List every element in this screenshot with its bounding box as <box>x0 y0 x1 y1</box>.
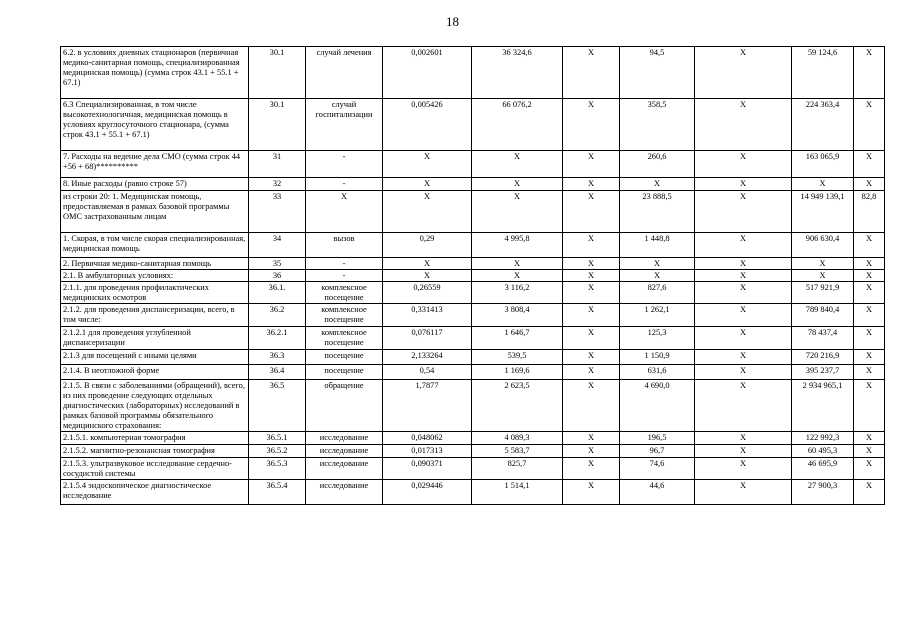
table-cell: 827,6 <box>620 282 695 304</box>
table-cell: 539,5 <box>472 350 563 365</box>
row-label-cell: 2.1.5.3. ультразвуковое исследование сердечно-сосудистой системы <box>61 458 249 480</box>
row-label-cell: 2.1.5.4 эндоскопическое диагностическое исследование <box>61 480 249 505</box>
table-cell: Х <box>792 270 854 282</box>
table-row <box>61 350 885 365</box>
table-cell: 4 089,3 <box>472 432 563 445</box>
table-cell: 3 116,2 <box>472 282 563 304</box>
table-cell: Х <box>695 258 792 270</box>
table-cell: Х <box>563 327 620 350</box>
table-cell: Х <box>563 191 620 233</box>
table-cell: 163 065,9 <box>792 151 854 178</box>
table-row <box>61 151 885 178</box>
table-cell: Х <box>695 191 792 233</box>
table-cell: Х <box>620 258 695 270</box>
table-cell: 0,54 <box>383 365 472 380</box>
table-cell: Х <box>620 270 695 282</box>
table-cell: 36.2 <box>249 304 306 327</box>
table-cell: 2,133264 <box>383 350 472 365</box>
table-cell: Х <box>695 151 792 178</box>
table-cell: Х <box>695 99 792 151</box>
table-cell: Х <box>472 270 563 282</box>
table-cell: Х <box>383 270 472 282</box>
table-cell: Х <box>695 365 792 380</box>
table-cell: Х <box>695 445 792 458</box>
table-cell: 825,7 <box>472 458 563 480</box>
table-cell: 96,7 <box>620 445 695 458</box>
row-label-cell: 2.1.1. для проведения профилактических медицинских осмотров <box>61 282 249 304</box>
table-row <box>61 365 885 380</box>
table-cell: 23 888,5 <box>620 191 695 233</box>
table-cell: 789 840,4 <box>792 304 854 327</box>
table-cell: Х <box>472 191 563 233</box>
table-cell: 0,090371 <box>383 458 472 480</box>
table-cell: 14 949 139,1 <box>792 191 854 233</box>
table-cell: 30.1 <box>249 99 306 151</box>
table-row <box>61 458 885 480</box>
table-cell: 1 646,7 <box>472 327 563 350</box>
table-body <box>61 47 885 505</box>
table-cell: Х <box>563 178 620 191</box>
table-cell: комплексное посещение <box>306 282 383 304</box>
table-row <box>61 178 885 191</box>
row-label-cell: 2.1.5. В связи с заболеваниями (обращений), всего, из них проведение следующих отдельных диагностических (лабораторных) исследований в рамках базовой программы обязательного медицинского страхования: <box>61 380 249 432</box>
table-row <box>61 327 885 350</box>
table-cell: Х <box>854 380 885 432</box>
table-cell: Х <box>563 432 620 445</box>
table-cell: 125,3 <box>620 327 695 350</box>
table-cell: 36.5.1 <box>249 432 306 445</box>
table-cell: Х <box>854 350 885 365</box>
row-label-cell: 1. Скорая, в том числе скорая специализированная, медицинская помощь <box>61 233 249 258</box>
table-cell: Х <box>695 270 792 282</box>
table-cell: случай госпитализации <box>306 99 383 151</box>
table-cell: 36 <box>249 270 306 282</box>
table-cell: исследование <box>306 480 383 505</box>
table-cell: Х <box>854 432 885 445</box>
table-cell: 122 992,3 <box>792 432 854 445</box>
table-cell: Х <box>854 47 885 99</box>
table-row <box>61 258 885 270</box>
table-cell: 0,002601 <box>383 47 472 99</box>
table-cell: Х <box>563 233 620 258</box>
table-cell: 720 216,9 <box>792 350 854 365</box>
table-cell: Х <box>563 47 620 99</box>
table-row <box>61 233 885 258</box>
table-row <box>61 480 885 505</box>
table-cell: Х <box>695 304 792 327</box>
table-cell: Х <box>563 480 620 505</box>
table-cell: 59 124,6 <box>792 47 854 99</box>
table-cell: 0,029446 <box>383 480 472 505</box>
financing-table <box>60 46 885 505</box>
table-cell: Х <box>854 365 885 380</box>
table-cell: 0,048062 <box>383 432 472 445</box>
table-cell: 395 237,7 <box>792 365 854 380</box>
table-cell: Х <box>854 480 885 505</box>
table-cell: 46 695,9 <box>792 458 854 480</box>
table-cell: Х <box>695 178 792 191</box>
table-row <box>61 380 885 432</box>
table-cell: Х <box>854 304 885 327</box>
table-cell: Х <box>792 258 854 270</box>
table-cell: 66 076,2 <box>472 99 563 151</box>
table-row <box>61 47 885 99</box>
row-label-cell: 2.1.5.1. компьютерная томография <box>61 432 249 445</box>
table-cell: 1 150,9 <box>620 350 695 365</box>
row-label-cell: 6.3 Специализированная, в том числе высокотехнологичная, медицинская помощь в условиях круглосуточного стационара, (сумма строк 43.1 + 55.1 + 67.1) <box>61 99 249 151</box>
table-cell: - <box>306 178 383 191</box>
table-cell: Х <box>695 282 792 304</box>
table-row <box>61 270 885 282</box>
table-cell: 36 324,6 <box>472 47 563 99</box>
table-cell: Х <box>695 480 792 505</box>
table-cell: 44,6 <box>620 480 695 505</box>
table-cell: Х <box>695 233 792 258</box>
table-cell: Х <box>563 380 620 432</box>
table-cell: Х <box>695 432 792 445</box>
row-label-cell: 2. Первичная медико-санитарная помощь <box>61 258 249 270</box>
table-cell: - <box>306 151 383 178</box>
row-label-cell: 2.1.2.1 для проведения углубленной диспансеризации <box>61 327 249 350</box>
table-cell: Х <box>854 458 885 480</box>
table-cell: 78 437,4 <box>792 327 854 350</box>
table-cell: Х <box>306 191 383 233</box>
table-cell: 196,5 <box>620 432 695 445</box>
table-cell: 5 583,7 <box>472 445 563 458</box>
table-cell: Х <box>472 258 563 270</box>
table-cell: 4 690,0 <box>620 380 695 432</box>
table-cell: - <box>306 258 383 270</box>
table-cell: 34 <box>249 233 306 258</box>
row-label-cell: 2.1.3 для посещений с иными целями <box>61 350 249 365</box>
table-cell: 36.5.2 <box>249 445 306 458</box>
table-cell: 32 <box>249 178 306 191</box>
table-cell: Х <box>563 99 620 151</box>
table-cell: 906 630,4 <box>792 233 854 258</box>
table-cell: Х <box>563 458 620 480</box>
table-cell: обращение <box>306 380 383 432</box>
row-label-cell: 2.1.2. для проведения диспансеризации, всего, в том числе: <box>61 304 249 327</box>
row-label-cell: 6.2. в условиях дневных стационаров (первичная медико-санитарная помощь, специализированная медицинская помощь) (сумма строк 43.1 + 55.1 + 67.1) <box>61 47 249 99</box>
table-cell: Х <box>854 282 885 304</box>
table-cell: 33 <box>249 191 306 233</box>
table-cell: 27 900,3 <box>792 480 854 505</box>
row-label-cell: 2.1.5.2. магнитно-резонансная томография <box>61 445 249 458</box>
table-cell: Х <box>383 151 472 178</box>
table-cell: 1,7877 <box>383 380 472 432</box>
table-cell: Х <box>563 365 620 380</box>
table-cell: 1 262,1 <box>620 304 695 327</box>
table-cell: Х <box>563 282 620 304</box>
table-cell: 74,6 <box>620 458 695 480</box>
table-cell: Х <box>854 445 885 458</box>
table-cell: Х <box>854 178 885 191</box>
table-cell: 2 934 965,1 <box>792 380 854 432</box>
table-cell: 260,6 <box>620 151 695 178</box>
row-label-cell: 7. Расходы на ведение дела СМО (сумма строк 44 +56 + 68)********** <box>61 151 249 178</box>
table-cell: Х <box>383 191 472 233</box>
table-row <box>61 99 885 151</box>
table-cell: 36.3 <box>249 350 306 365</box>
table-cell: 36.5 <box>249 380 306 432</box>
table-cell: 358,5 <box>620 99 695 151</box>
table-cell: 224 363,4 <box>792 99 854 151</box>
table-row <box>61 304 885 327</box>
table-cell: 60 495,3 <box>792 445 854 458</box>
table-cell: 0,005426 <box>383 99 472 151</box>
table-cell: 36.5.3 <box>249 458 306 480</box>
table-cell: 0,29 <box>383 233 472 258</box>
table-cell: комплексное посещение <box>306 304 383 327</box>
table-cell: 36.5.4 <box>249 480 306 505</box>
table-cell: Х <box>854 270 885 282</box>
table-cell: Х <box>695 458 792 480</box>
table-cell: исследование <box>306 445 383 458</box>
row-label-cell: 2.1. В амбулаторных условиях: <box>61 270 249 282</box>
table-cell: исследование <box>306 432 383 445</box>
table-cell: Х <box>383 258 472 270</box>
table-cell: Х <box>563 445 620 458</box>
table-row <box>61 432 885 445</box>
table-cell: Х <box>563 258 620 270</box>
table-cell: 94,5 <box>620 47 695 99</box>
table-cell: Х <box>563 350 620 365</box>
table-cell: Х <box>695 380 792 432</box>
table-cell: Х <box>620 178 695 191</box>
table-cell: Х <box>472 151 563 178</box>
table-row <box>61 191 885 233</box>
table-cell: 1 514,1 <box>472 480 563 505</box>
table-cell: 2 623,5 <box>472 380 563 432</box>
table-cell: 517 921,9 <box>792 282 854 304</box>
table-cell: Х <box>472 178 563 191</box>
table-cell: 36.4 <box>249 365 306 380</box>
row-label-cell: 8. Иные расходы (равно строке 57) <box>61 178 249 191</box>
table-cell: 35 <box>249 258 306 270</box>
table-cell: 631,6 <box>620 365 695 380</box>
table-cell: Х <box>854 233 885 258</box>
table-cell: посещение <box>306 350 383 365</box>
table-cell: 0,331413 <box>383 304 472 327</box>
table-cell: 31 <box>249 151 306 178</box>
table-cell: исследование <box>306 458 383 480</box>
table-row <box>61 445 885 458</box>
table-cell: 1 169,6 <box>472 365 563 380</box>
table-cell: Х <box>854 327 885 350</box>
table-cell: 0,017313 <box>383 445 472 458</box>
table-cell: Х <box>854 258 885 270</box>
table-cell: вызов <box>306 233 383 258</box>
table-cell: Х <box>563 151 620 178</box>
table-cell: Х <box>854 99 885 151</box>
table-cell: 36.2.1 <box>249 327 306 350</box>
table-cell: Х <box>695 47 792 99</box>
row-label-cell: из строки 20: 1. Медицинская помощь, предоставляемая в рамках базовой программы ОМС застрахованным лицам <box>61 191 249 233</box>
table-cell: 36.1. <box>249 282 306 304</box>
table-cell: Х <box>695 327 792 350</box>
table-cell: посещение <box>306 365 383 380</box>
table-row <box>61 282 885 304</box>
table-cell: 30.1 <box>249 47 306 99</box>
table-cell: 1 448,8 <box>620 233 695 258</box>
table-cell: Х <box>854 151 885 178</box>
table-cell: 3 808,4 <box>472 304 563 327</box>
table-cell: - <box>306 270 383 282</box>
table-cell: Х <box>563 270 620 282</box>
table-cell: 4 995,8 <box>472 233 563 258</box>
table-cell: 0,076117 <box>383 327 472 350</box>
table-cell: случай лечения <box>306 47 383 99</box>
table-cell: комплексное посещение <box>306 327 383 350</box>
table-cell: 0,26559 <box>383 282 472 304</box>
table-cell: Х <box>792 178 854 191</box>
table-cell: Х <box>383 178 472 191</box>
table-cell: Х <box>563 304 620 327</box>
table-cell: 82,8 <box>854 191 885 233</box>
table-cell: Х <box>695 350 792 365</box>
row-label-cell: 2.1.4. В неотложной форме <box>61 365 249 380</box>
page-number: 18 <box>446 14 459 29</box>
